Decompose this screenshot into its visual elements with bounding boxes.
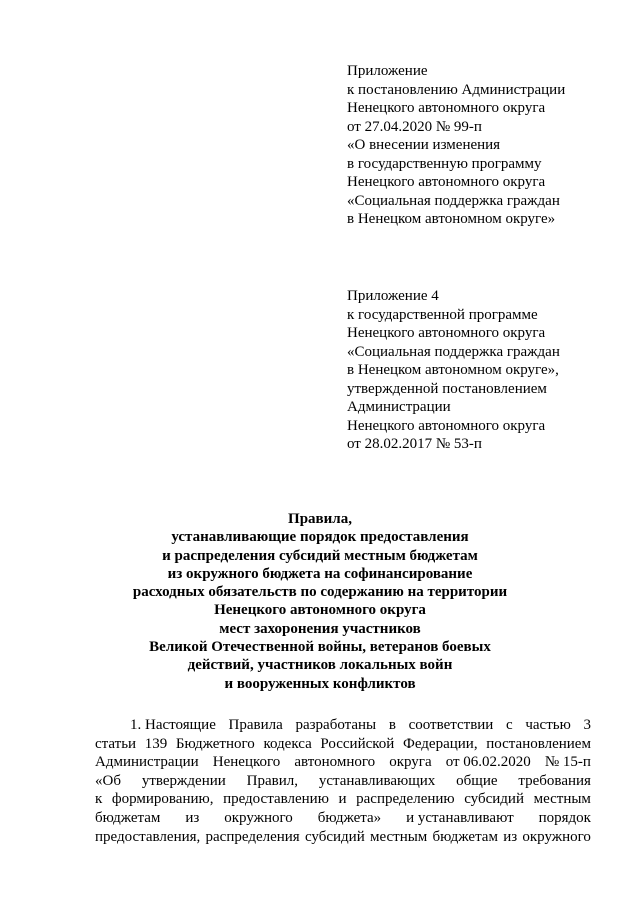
paragraph-word: округа: [389, 754, 432, 771]
paragraph-word: Правил,: [246, 772, 298, 789]
annex-2-line: Приложение 4: [347, 288, 439, 304]
annex-1-line: от 27.04.2020 № 99-п: [347, 118, 482, 135]
title-line: Великой Отечественной войны, ветеранов боевых: [149, 639, 491, 656]
title-line: из окружного бюджета на софинансирование: [167, 565, 473, 582]
annex-1-line: Приложение: [347, 63, 428, 79]
annex-1-line: «Социальная поддержка граждан: [347, 192, 560, 209]
paragraph-word: и: [338, 791, 347, 808]
paragraph-word: бюджетам: [432, 828, 498, 845]
paragraph-line: [95, 716, 591, 735]
title-line: устанавливающие порядок предоставления: [171, 529, 469, 546]
paragraph-word: постановлением: [486, 735, 591, 752]
annex-2-line: от 28.02.2017 № 53-п: [347, 436, 482, 452]
paragraph-line: [95, 772, 591, 791]
annex-2-line: Ненецкого автономного округа: [347, 417, 546, 434]
paragraph-word: 139: [144, 735, 168, 752]
paragraph-word: распределения: [205, 828, 300, 845]
annex-1-line: Ненецкого автономного округа: [347, 174, 546, 190]
paragraph-word: субсидий: [464, 791, 524, 808]
annex-2-line: утвержденной постановлением: [347, 380, 547, 397]
paragraph-word: субсидий: [304, 828, 365, 845]
paragraph-word: из: [185, 809, 200, 826]
paragraph-word: из: [503, 828, 518, 845]
annex-1-line: в государственную программу: [347, 155, 542, 172]
paragraph-word: автономного: [294, 754, 376, 771]
paragraph-word: от 06.02.2020: [445, 754, 531, 771]
document-title: [0, 510, 640, 693]
annex-1-line: к постановлению Администрации: [347, 81, 566, 98]
paragraph-word: Бюджетного: [175, 735, 255, 752]
paragraph-word: местным: [369, 828, 428, 845]
paragraph-word: соответствии: [408, 717, 494, 733]
paragraph-word: распределению: [356, 791, 455, 808]
annex-2-line: «Социальная поддержка граждан: [347, 343, 560, 360]
paragraph-word: Ненецкого: [212, 754, 281, 771]
paragraph-word: разработаны: [295, 717, 377, 733]
annex-1-line: в Ненецком автономном округе»: [347, 211, 556, 227]
title-line: расходных обязательств по содержанию на территории: [132, 584, 508, 601]
title-line: действий, участников локальных войн: [187, 657, 453, 674]
paragraph-word: частью: [525, 717, 571, 733]
paragraph-1: [95, 716, 591, 846]
paragraph-word: Российской: [320, 735, 395, 752]
paragraph-word: окружного: [522, 828, 591, 845]
paragraph-word: Правила: [228, 717, 283, 733]
paragraph-word: и устанавливают: [406, 809, 514, 826]
paragraph-word: требования: [518, 772, 591, 789]
paragraph-word: Федерации,: [402, 735, 478, 752]
paragraph-line: [95, 809, 591, 828]
paragraph-word: устанавливающих: [318, 772, 436, 789]
title-line: и вооруженных конфликтов: [224, 675, 416, 692]
paragraph-word: бюджета»: [317, 809, 382, 826]
paragraph-word: общие: [456, 772, 498, 789]
annex-1-line: Ненецкого автономного округа: [347, 100, 546, 116]
title-line: и распределения субсидий местным бюджетам: [162, 547, 478, 564]
paragraph-word: с: [506, 717, 513, 733]
annex-1-line: «О внесении изменения: [347, 137, 501, 153]
paragraph-word: 1. Настоящие: [130, 717, 216, 733]
annex-2-line: в Ненецком автономном округе»,: [347, 362, 559, 378]
paragraph-word: формированию,: [111, 791, 214, 808]
paragraph-word: в: [388, 717, 396, 733]
paragraph-word: кодекса: [263, 735, 312, 752]
paragraph-word: предоставлению: [223, 791, 329, 808]
annex-2-line: к государственной программе: [347, 306, 538, 323]
annex-header-1: [347, 62, 565, 229]
paragraph-word: предоставления,: [95, 828, 201, 845]
paragraph-word: к: [95, 791, 103, 808]
annex-header-2: [347, 287, 560, 454]
annex-2-line: Ненецкого автономного округа: [347, 325, 546, 341]
paragraph-word: № 15-п: [544, 754, 591, 771]
paragraph-word: бюджетам: [95, 809, 161, 826]
paragraph-line: [95, 828, 591, 847]
paragraph-word: утверждении: [141, 772, 226, 789]
paragraph-word: статьи: [95, 735, 137, 752]
title-line: Ненецкого автономного округа: [214, 602, 426, 619]
title-line: мест захоронения участников: [219, 620, 421, 637]
paragraph-line: [95, 790, 591, 809]
title-line: Правила,: [288, 511, 352, 527]
annex-2-line: Администрации: [347, 399, 451, 415]
paragraph-word: местным: [533, 791, 591, 808]
paragraph-word: 3: [583, 717, 591, 733]
paragraph-line: [95, 753, 591, 772]
paragraph-word: окружного: [224, 809, 293, 826]
paragraph-word: «Об: [95, 772, 121, 789]
paragraph-line: [95, 735, 591, 754]
paragraph-word: порядок: [538, 809, 591, 826]
paragraph-word: Администрации: [95, 754, 199, 771]
